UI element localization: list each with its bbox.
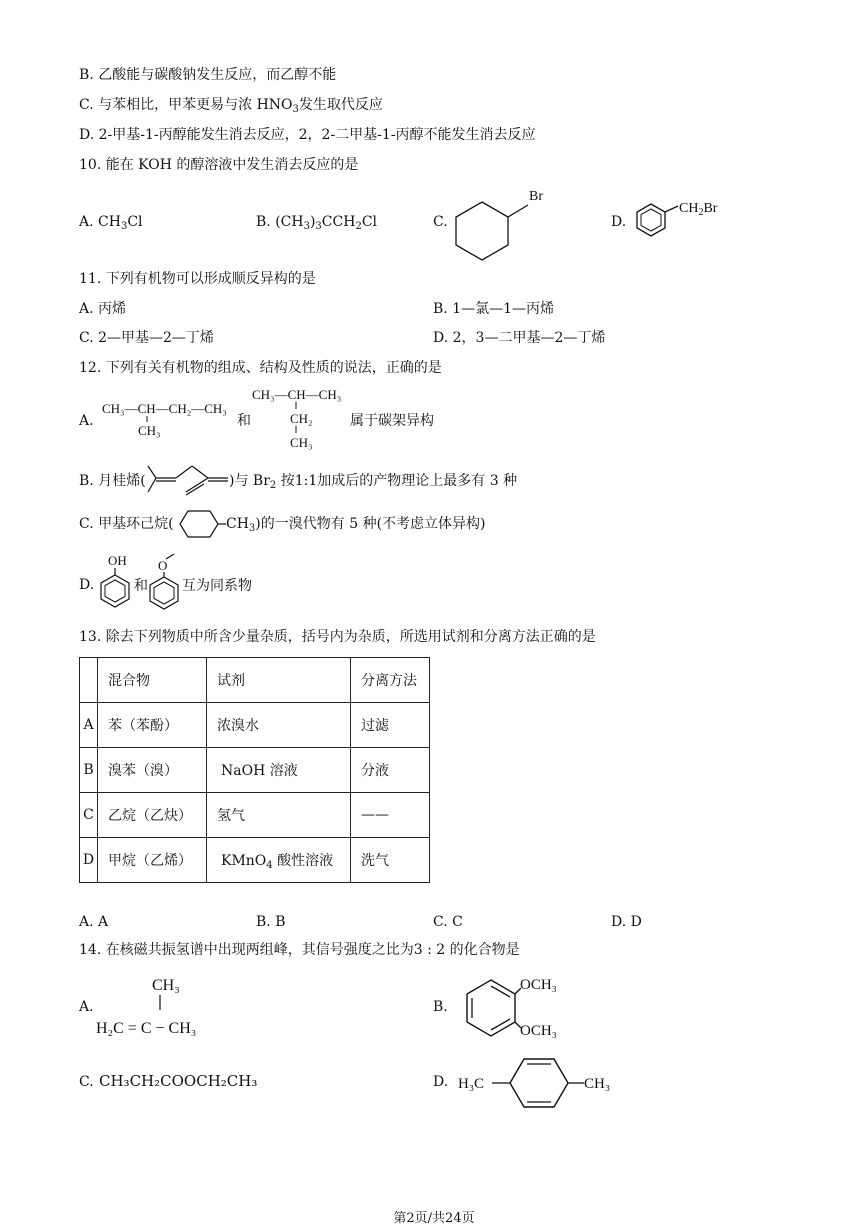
q11-option-a: A. 丙烯 (79, 301, 127, 317)
myrcene-structure (146, 462, 236, 498)
q10-option-a: A. $CH_3Cl$ (79, 214, 143, 232)
table-row (80, 838, 430, 883)
table-cell: 浓溴水 (207, 703, 351, 748)
table-cell: C (80, 793, 98, 838)
table-cell: B (80, 748, 98, 793)
q9-option-c: C. 与苯相比，甲苯更易与浓 $HNO_3$发生取代反应 (79, 97, 383, 115)
benzyl-bromide-structure (632, 196, 742, 246)
table-row (80, 748, 430, 793)
table-row (80, 793, 430, 838)
svg-text:CH₃—CH—CH₃: CH₃—CH—CH₃ (252, 387, 342, 402)
q12-option-c-pre: C. 甲基环己烷( (79, 516, 174, 532)
svg-text:属于碳架异构: 属于碳架异构 (350, 414, 434, 429)
table-cell: A (80, 703, 98, 748)
q12-option-b-pre: B. 月桂烯( (79, 473, 146, 489)
q14-option-d-label: D. (433, 1074, 449, 1090)
table-cell: 过滤 (351, 703, 430, 748)
svg-text:CH₃: CH₃ (152, 977, 180, 994)
table-cell: 乙烷（乙炔） (98, 793, 207, 838)
svg-text:CH2Br: $CH_2Br$ (679, 201, 718, 218)
isobutylene-structure (94, 970, 234, 1040)
q14-option-c-label: C. (79, 1074, 94, 1090)
svg-text:OCH₃: OCH₃ (520, 1023, 557, 1039)
q12-stem: 12. 下列有关有机物的组成、结构及性质的说法，正确的是 (79, 360, 442, 376)
page-footer: 第2页/共24页 (393, 1211, 475, 1226)
bromocyclohexane-structure (450, 185, 560, 265)
table-cell: D (80, 838, 98, 883)
q11-stem: 11. 下列有机物可以形成顺反异构的是 (79, 271, 316, 287)
q12-a-structures (100, 382, 460, 457)
phenol-anisole-structures (94, 550, 274, 614)
svg-text:CH₃—CH—CH₂—CH₃: CH₃—CH—CH₂—CH₃ (102, 401, 227, 416)
table-cell: 洗气 (351, 838, 430, 883)
svg-text:和: 和 (134, 579, 148, 594)
table-cell: 溴苯（溴） (98, 748, 207, 793)
table-cell: 分液 (351, 748, 430, 793)
q9-option-b: B. 乙酸能与碳酸钠发生反应，而乙醇不能 (79, 67, 337, 83)
table-cell: KMnO$_4$ 酸性溶液 (207, 838, 351, 883)
svg-text:CH₃: CH₃ (138, 423, 161, 438)
q12-option-a-label: A. (79, 413, 94, 429)
svg-text:CH₃: CH₃ (584, 1076, 611, 1092)
c-br-label: Br (529, 189, 543, 204)
q14-option-a-label: A. (79, 999, 94, 1015)
q10-option-d-label: D. (611, 214, 627, 230)
svg-text:O: O (158, 558, 168, 573)
svg-text:H₃C: H₃C (458, 1076, 485, 1092)
q14-option-c-formula: CH₃CH₂COOCH₂CH₃ (99, 1072, 258, 1090)
svg-text:CH₂: CH₂ (290, 411, 313, 426)
q12-option-c-post: $CH_3$)的一溴代物有 5 种(不考虑立体异构) (226, 516, 486, 534)
q14-stem: 14. 在核磁共振氢谱中出现两组峰，其信号强度之比为3 : 2 的化合物是 (79, 942, 520, 958)
p-xylene-structure (456, 1052, 626, 1112)
q14-option-b-label: B. (433, 999, 448, 1015)
q12-option-d-label: D. (79, 577, 95, 593)
methylcyclohexane-structure (178, 508, 226, 540)
table-cell: —— (351, 793, 430, 838)
q13-stem: 13. 除去下列物质中所含少量杂质，括号内为杂质，所选用试剂和分离方法正确的是 (79, 629, 596, 645)
table-header-row (80, 658, 430, 703)
table-header-cell: 分离方法 (351, 658, 430, 703)
svg-text:和: 和 (237, 414, 251, 429)
q11-option-c: C. 2—甲基—2—丁烯 (79, 330, 214, 346)
table-cell: 苯（苯酚） (98, 703, 207, 748)
q13-table (79, 657, 430, 883)
svg-text:H₂C = C − CH₃: H₂C = C − CH₃ (96, 1020, 197, 1037)
table-cell: NaOH 溶液 (207, 748, 351, 793)
q12-option-b-post: )与 $Br_2$ 按1:1加成后的产物理论上最多有 3 种 (229, 473, 518, 491)
table-header-cell: 混合物 (98, 658, 207, 703)
q10-option-b: B. $(CH_3)_3CCH_2Cl$ (256, 214, 378, 232)
q13-option-c: C. C (433, 914, 463, 930)
q11-option-b: B. 1—氯—1—丙烯 (433, 301, 555, 317)
q10-stem: 10. 能在 KOH 的醇溶液中发生消去反应的是 (79, 157, 359, 173)
svg-text:互为同系物: 互为同系物 (182, 579, 252, 594)
table-cell: 甲烷（乙烯） (98, 838, 207, 883)
table-row (80, 703, 430, 748)
svg-text:OCH₃: OCH₃ (520, 977, 557, 993)
svg-text:OH: OH (108, 553, 127, 568)
q10-option-c-label: C. (433, 214, 448, 230)
dimethoxybenzene-structure (455, 968, 575, 1048)
svg-text:CH₃: CH₃ (290, 435, 313, 450)
q13-option-a: A. A (79, 914, 109, 930)
table-header-cell: 试剂 (207, 658, 351, 703)
table-header-cell (80, 658, 98, 703)
q13-option-b: B. B (256, 914, 286, 930)
q11-option-d: D. 2，3—二甲基—2—丁烯 (433, 330, 606, 346)
q13-option-d: D. D (611, 914, 642, 930)
q9-option-d: D. 2-甲基-1-丙醇能发生消去反应，2，2-二甲基-1-丙醇不能发生消去反应 (79, 127, 536, 143)
table-cell: 氢气 (207, 793, 351, 838)
